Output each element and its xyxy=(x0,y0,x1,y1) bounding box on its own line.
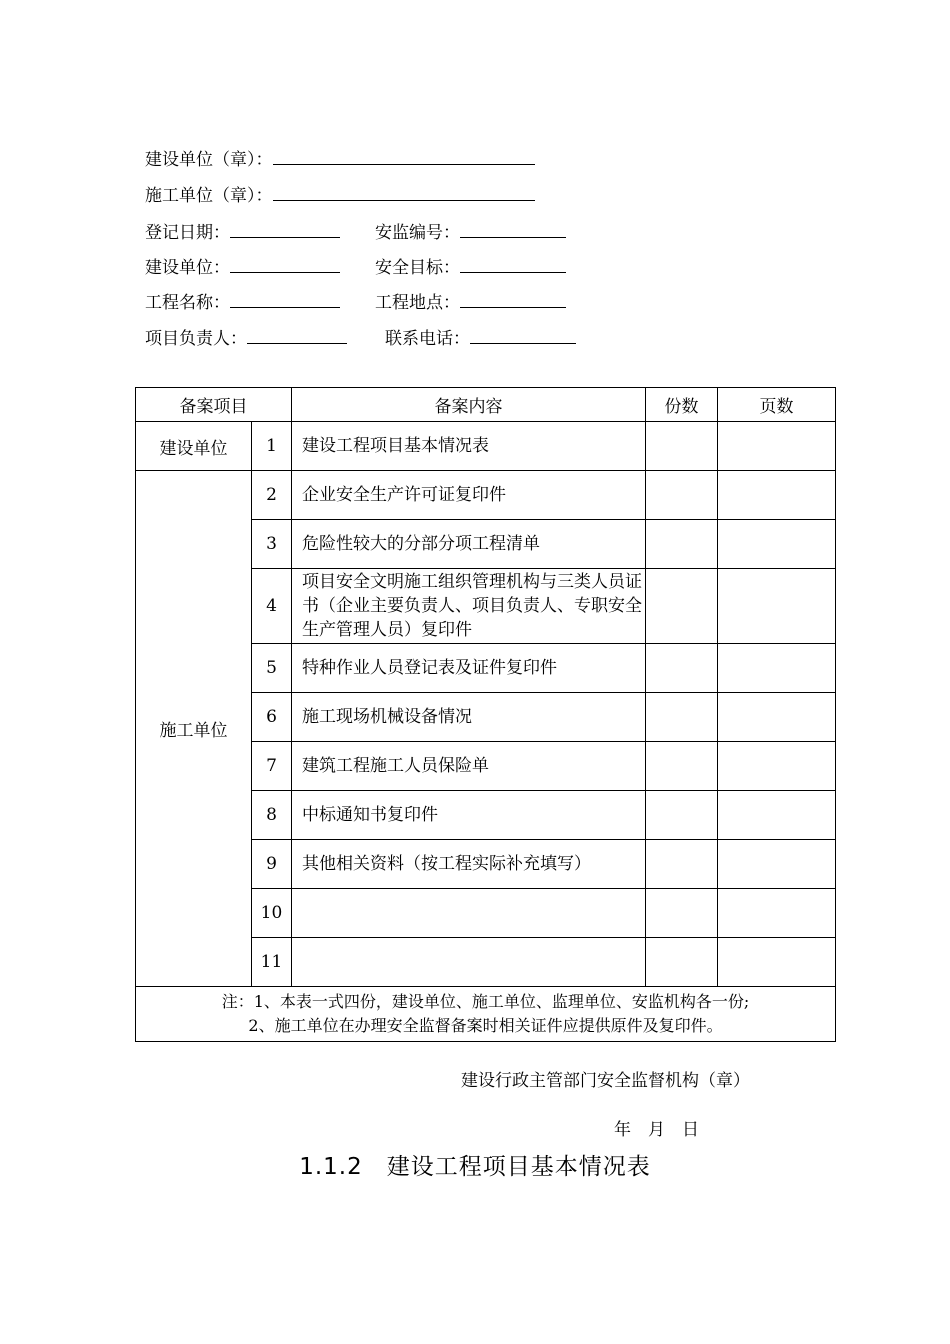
row-number: 3 xyxy=(252,520,292,569)
pages-cell[interactable] xyxy=(718,938,836,987)
note-cell xyxy=(136,987,836,1042)
builder-line xyxy=(145,256,340,280)
copies-cell[interactable] xyxy=(646,840,718,889)
copies-cell[interactable] xyxy=(646,520,718,569)
header-copies: 份数 xyxy=(646,388,718,422)
phone-line xyxy=(385,327,576,351)
row-content: 建设工程项目基本情况表 xyxy=(292,422,646,471)
row-number: 7 xyxy=(252,742,292,791)
pages-cell[interactable] xyxy=(718,742,836,791)
header-pages: 页数 xyxy=(718,388,836,422)
row-content[interactable] xyxy=(292,938,646,987)
row-content[interactable] xyxy=(292,889,646,938)
row-content: 危险性较大的分部分项工程清单 xyxy=(292,520,646,569)
registration-table xyxy=(135,387,836,1042)
contractor-seal-field[interactable] xyxy=(273,184,535,201)
row-number: 4 xyxy=(252,569,292,644)
reg-date-label: 登记日期： xyxy=(145,223,230,243)
note-line-1: 注：1、本表一式四份，建设单位、施工单位、监理单位、安监机构各一份; xyxy=(221,992,750,1011)
row-number: 6 xyxy=(252,693,292,742)
table-row xyxy=(136,422,836,471)
safety-goal-field[interactable] xyxy=(460,256,566,273)
row-number: 10 xyxy=(252,889,292,938)
row-content: 项目安全文明施工组织管理机构与三类人员证书（企业主要负责人、项目负责人、专职安全生产管理人员）复印件 xyxy=(292,569,646,644)
table-header-row xyxy=(136,388,836,422)
safety-no-line xyxy=(375,221,566,245)
safety-no-label: 安监编号： xyxy=(375,223,460,243)
builder-field[interactable] xyxy=(230,256,340,273)
project-name-line xyxy=(145,291,340,315)
builder-label: 建设单位： xyxy=(145,258,230,278)
note-row xyxy=(136,987,836,1042)
contractor-seal-label: 施工单位（章）： xyxy=(145,186,273,206)
reg-date-line xyxy=(145,221,340,245)
pages-cell[interactable] xyxy=(718,422,836,471)
row-number: 5 xyxy=(252,644,292,693)
date-line: 年 月 日 xyxy=(614,1120,699,1140)
phone-label: 联系电话： xyxy=(385,329,470,349)
header-content: 备案内容 xyxy=(292,388,646,422)
row-number: 2 xyxy=(252,471,292,520)
pages-cell[interactable] xyxy=(718,471,836,520)
copies-cell[interactable] xyxy=(646,889,718,938)
project-name-label: 工程名称： xyxy=(145,293,230,313)
copies-cell[interactable] xyxy=(646,938,718,987)
row-content: 企业安全生产许可证复印件 xyxy=(292,471,646,520)
row-content: 施工现场机械设备情况 xyxy=(292,693,646,742)
row-content: 其他相关资料（按工程实际补充填写） xyxy=(292,840,646,889)
note-line-2: 2、施工单位在办理安全监督备案时相关证件应提供原件及复印件。 xyxy=(248,1016,723,1035)
copies-cell[interactable] xyxy=(646,644,718,693)
row-content: 建筑工程施工人员保险单 xyxy=(292,742,646,791)
header-item: 备案项目 xyxy=(136,388,292,422)
builder-seal-label: 建设单位（章）： xyxy=(145,150,273,170)
pages-cell[interactable] xyxy=(718,840,836,889)
copies-cell[interactable] xyxy=(646,742,718,791)
safety-no-field[interactable] xyxy=(460,221,566,238)
reg-date-field[interactable] xyxy=(230,221,340,238)
copies-cell[interactable] xyxy=(646,791,718,840)
pages-cell[interactable] xyxy=(718,520,836,569)
row-content: 中标通知书复印件 xyxy=(292,791,646,840)
row-content: 特种作业人员登记表及证件复印件 xyxy=(292,644,646,693)
group-builder: 建设单位 xyxy=(136,422,252,471)
project-site-line xyxy=(375,291,566,315)
project-site-label: 工程地点： xyxy=(375,293,460,313)
row-number: 9 xyxy=(252,840,292,889)
phone-field[interactable] xyxy=(470,327,576,344)
pages-cell[interactable] xyxy=(718,644,836,693)
row-number: 8 xyxy=(252,791,292,840)
project-name-field[interactable] xyxy=(230,291,340,308)
builder-seal-line xyxy=(145,148,535,172)
pages-cell[interactable] xyxy=(718,693,836,742)
copies-cell[interactable] xyxy=(646,569,718,644)
copies-cell[interactable] xyxy=(646,422,718,471)
copies-cell[interactable] xyxy=(646,693,718,742)
group-contractor: 施工单位 xyxy=(136,471,252,987)
builder-seal-field[interactable] xyxy=(273,148,535,165)
pages-cell[interactable] xyxy=(718,569,836,644)
table-row xyxy=(136,471,836,520)
authority-seal: 建设行政主管部门安全监督机构（章） xyxy=(461,1071,750,1091)
safety-goal-line xyxy=(375,256,566,280)
safety-goal-label: 安全目标： xyxy=(375,258,460,278)
project-lead-field[interactable] xyxy=(247,327,347,344)
pages-cell[interactable] xyxy=(718,889,836,938)
pages-cell[interactable] xyxy=(718,791,836,840)
project-lead-line xyxy=(145,327,347,351)
row-number: 1 xyxy=(252,422,292,471)
project-site-field[interactable] xyxy=(460,291,566,308)
section-heading: 1.1.2 建设工程项目基本情况表 xyxy=(299,1154,651,1180)
copies-cell[interactable] xyxy=(646,471,718,520)
project-lead-label: 项目负责人： xyxy=(145,329,247,349)
row-number: 11 xyxy=(252,938,292,987)
contractor-seal-line xyxy=(145,184,535,208)
